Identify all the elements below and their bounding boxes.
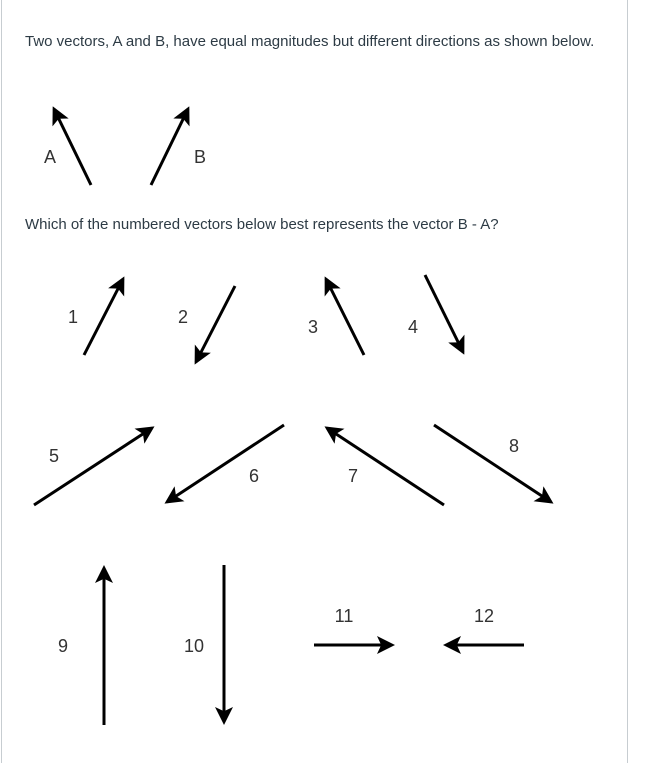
vector-b-label: B [193, 147, 207, 167]
question-prompt: Which of the numbered vectors below best represents the vector B - A? [25, 216, 499, 233]
option-vector-3-arrow [326, 279, 364, 355]
option-vector-8-label: 8 [508, 436, 520, 456]
option-vector-1-label: 1 [67, 307, 79, 327]
option-vector-7-arrow [327, 428, 444, 505]
option-vector-6-label: 6 [248, 466, 260, 486]
option-vector-4-arrow [425, 275, 463, 352]
option-vector-9-label: 9 [57, 636, 69, 656]
option-vector-12-label: 12 [473, 606, 495, 626]
option-vector-1-arrow [84, 279, 123, 355]
option-vector-2-label: 2 [177, 307, 189, 327]
option-vector-10-label: 10 [183, 636, 205, 656]
option-vector-7-label: 7 [347, 466, 359, 486]
vector-a-label: A [43, 147, 57, 167]
option-vector-5-label: 5 [48, 446, 60, 466]
question-intro: Two vectors, A and B, have equal magnitudes but different directions as shown below. [25, 33, 595, 50]
option-vector-3-label: 3 [307, 317, 319, 337]
option-vector-5-arrow [34, 428, 152, 505]
option-vector-11-label: 11 [334, 606, 354, 626]
vector-a-arrow [54, 109, 91, 185]
option-vector-8-arrow [434, 425, 551, 502]
option-vector-2-arrow [196, 286, 235, 362]
vector-b-arrow [151, 109, 188, 185]
option-vector-6-arrow [167, 425, 284, 502]
option-vector-4-label: 4 [407, 317, 419, 337]
